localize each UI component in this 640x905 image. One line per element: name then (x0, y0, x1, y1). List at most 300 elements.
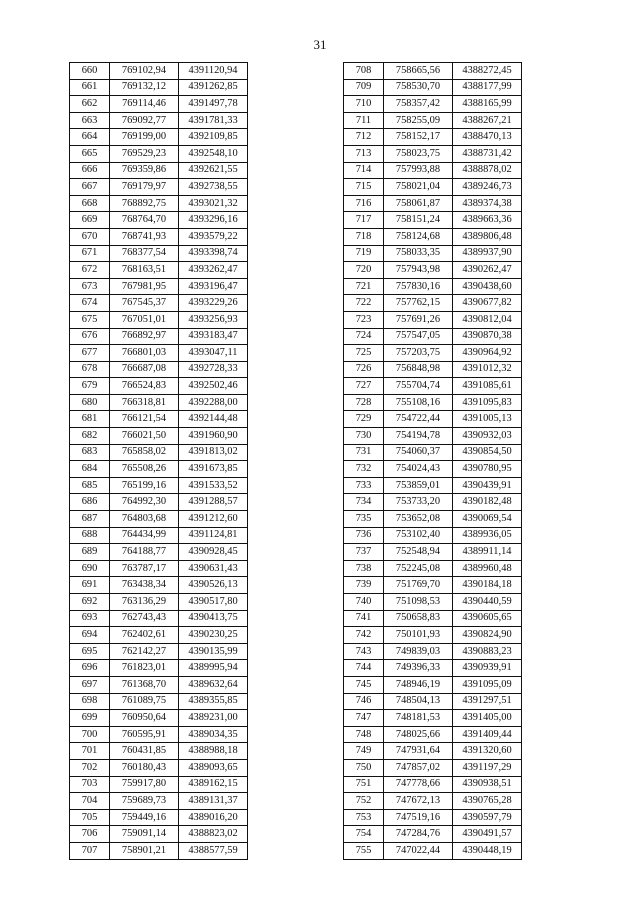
point-number-cell: 708 (344, 63, 384, 80)
table-row (70, 710, 248, 727)
x-coordinate-cell: 752548,94 (384, 544, 453, 561)
x-coordinate-cell: 751098,53 (384, 594, 453, 611)
point-number-cell: 710 (344, 96, 384, 113)
point-number-cell: 681 (70, 411, 110, 428)
y-coordinate-cell: 4390812,04 (453, 311, 522, 328)
point-number-cell: 689 (70, 544, 110, 561)
point-number-cell: 736 (344, 527, 384, 544)
x-coordinate-cell: 764992,30 (110, 494, 179, 511)
x-coordinate-cell: 755704,74 (384, 378, 453, 395)
y-coordinate-cell: 4390413,75 (179, 610, 248, 627)
y-coordinate-cell: 4390597,79 (453, 809, 522, 826)
point-number-cell: 676 (70, 328, 110, 345)
y-coordinate-cell: 4390230,25 (179, 627, 248, 644)
y-coordinate-cell: 4391012,32 (453, 361, 522, 378)
point-number-cell: 740 (344, 594, 384, 611)
table-row (70, 195, 248, 212)
y-coordinate-cell: 4390605,65 (453, 610, 522, 627)
y-coordinate-cell: 4393196,47 (179, 278, 248, 295)
y-coordinate-cell: 4393021,32 (179, 195, 248, 212)
x-coordinate-cell: 768764,70 (110, 212, 179, 229)
x-coordinate-cell: 766318,81 (110, 394, 179, 411)
table-row (70, 610, 248, 627)
table-row (344, 776, 522, 793)
point-number-cell: 674 (70, 295, 110, 312)
x-coordinate-cell: 753652,08 (384, 511, 453, 528)
point-number-cell: 692 (70, 594, 110, 611)
point-number-cell: 672 (70, 262, 110, 279)
point-number-cell: 697 (70, 676, 110, 693)
table-row (344, 461, 522, 478)
y-coordinate-cell: 4392288,00 (179, 394, 248, 411)
y-coordinate-cell: 4388988,18 (179, 743, 248, 760)
x-coordinate-cell: 767051,01 (110, 311, 179, 328)
point-number-cell: 663 (70, 112, 110, 129)
point-number-cell: 668 (70, 195, 110, 212)
x-coordinate-cell: 769529,23 (110, 145, 179, 162)
point-number-cell: 749 (344, 743, 384, 760)
point-number-cell: 686 (70, 494, 110, 511)
x-coordinate-cell: 763136,29 (110, 594, 179, 611)
point-number-cell: 730 (344, 428, 384, 445)
table-row (70, 477, 248, 494)
point-number-cell: 693 (70, 610, 110, 627)
table-row (344, 560, 522, 577)
point-number-cell: 744 (344, 660, 384, 677)
x-coordinate-cell: 766021,50 (110, 428, 179, 445)
y-coordinate-cell: 4390439,91 (453, 477, 522, 494)
x-coordinate-cell: 758023,75 (384, 145, 453, 162)
table-row (70, 428, 248, 445)
table-row (70, 826, 248, 843)
y-coordinate-cell: 4389231,00 (179, 710, 248, 727)
y-coordinate-cell: 4388267,21 (453, 112, 522, 129)
table-row (70, 112, 248, 129)
table-row (344, 710, 522, 727)
y-coordinate-cell: 4393262,47 (179, 262, 248, 279)
table-row (344, 112, 522, 129)
point-number-cell: 698 (70, 693, 110, 710)
x-coordinate-cell: 763438,34 (110, 577, 179, 594)
y-coordinate-cell: 4390854,50 (453, 444, 522, 461)
table-row (344, 96, 522, 113)
point-number-cell: 662 (70, 96, 110, 113)
table-row (344, 195, 522, 212)
x-coordinate-cell: 754722,44 (384, 411, 453, 428)
x-coordinate-cell: 765508,26 (110, 461, 179, 478)
point-number-cell: 699 (70, 710, 110, 727)
table-row (70, 345, 248, 362)
point-number-cell: 685 (70, 477, 110, 494)
y-coordinate-cell: 4390182,48 (453, 494, 522, 511)
table-row (344, 660, 522, 677)
point-number-cell: 709 (344, 79, 384, 96)
y-coordinate-cell: 4391533,52 (179, 477, 248, 494)
table-row (344, 411, 522, 428)
table-row (70, 245, 248, 262)
y-coordinate-cell: 4393229,26 (179, 295, 248, 312)
x-coordinate-cell: 760180,43 (110, 759, 179, 776)
y-coordinate-cell: 4390939,91 (453, 660, 522, 677)
y-coordinate-cell: 4391405,00 (453, 710, 522, 727)
table-row (70, 444, 248, 461)
table-row (70, 212, 248, 229)
table-row (70, 544, 248, 561)
x-coordinate-cell: 769179,97 (110, 179, 179, 196)
x-coordinate-cell: 748025,66 (384, 726, 453, 743)
table-row (70, 394, 248, 411)
coordinates-table-left (69, 62, 248, 860)
x-coordinate-cell: 749839,03 (384, 643, 453, 660)
point-number-cell: 731 (344, 444, 384, 461)
point-number-cell: 739 (344, 577, 384, 594)
y-coordinate-cell: 4390677,82 (453, 295, 522, 312)
table-row (344, 826, 522, 843)
x-coordinate-cell: 759449,16 (110, 809, 179, 826)
table-row (70, 145, 248, 162)
y-coordinate-cell: 4390964,92 (453, 345, 522, 362)
table-row (344, 162, 522, 179)
table-row (344, 212, 522, 229)
table-row (70, 79, 248, 96)
x-coordinate-cell: 762743,43 (110, 610, 179, 627)
x-coordinate-cell: 761089,75 (110, 693, 179, 710)
point-number-cell: 720 (344, 262, 384, 279)
point-number-cell: 754 (344, 826, 384, 843)
table-row (344, 477, 522, 494)
x-coordinate-cell: 760950,64 (110, 710, 179, 727)
y-coordinate-cell: 4391960,90 (179, 428, 248, 445)
table-row (70, 378, 248, 395)
y-coordinate-cell: 4390938,51 (453, 776, 522, 793)
point-number-cell: 751 (344, 776, 384, 793)
x-coordinate-cell: 747778,66 (384, 776, 453, 793)
table-row (344, 129, 522, 146)
point-number-cell: 705 (70, 809, 110, 826)
x-coordinate-cell: 753733,20 (384, 494, 453, 511)
x-coordinate-cell: 758151,24 (384, 212, 453, 229)
y-coordinate-cell: 4392621,55 (179, 162, 248, 179)
table-row (344, 361, 522, 378)
x-coordinate-cell: 757203,75 (384, 345, 453, 362)
x-coordinate-cell: 768892,75 (110, 195, 179, 212)
y-coordinate-cell: 4390262,47 (453, 262, 522, 279)
point-number-cell: 666 (70, 162, 110, 179)
y-coordinate-cell: 4391288,57 (179, 494, 248, 511)
table-row (70, 328, 248, 345)
table-row (70, 278, 248, 295)
table-row (344, 494, 522, 511)
x-coordinate-cell: 750658,83 (384, 610, 453, 627)
table-row (70, 228, 248, 245)
y-coordinate-cell: 4391262,85 (179, 79, 248, 96)
x-coordinate-cell: 758021,04 (384, 179, 453, 196)
y-coordinate-cell: 4392109,85 (179, 129, 248, 146)
point-number-cell: 706 (70, 826, 110, 843)
x-coordinate-cell: 769132,12 (110, 79, 179, 96)
x-coordinate-cell: 766687,08 (110, 361, 179, 378)
table-row (344, 610, 522, 627)
y-coordinate-cell: 4393256,93 (179, 311, 248, 328)
x-coordinate-cell: 753102,40 (384, 527, 453, 544)
x-coordinate-cell: 769199,00 (110, 129, 179, 146)
point-number-cell: 675 (70, 311, 110, 328)
table-row (344, 278, 522, 295)
x-coordinate-cell: 747519,16 (384, 809, 453, 826)
y-coordinate-cell: 4389995,94 (179, 660, 248, 677)
point-number-cell: 714 (344, 162, 384, 179)
table-row (344, 643, 522, 660)
y-coordinate-cell: 4389936,05 (453, 527, 522, 544)
x-coordinate-cell: 757547,05 (384, 328, 453, 345)
x-coordinate-cell: 764434,99 (110, 527, 179, 544)
x-coordinate-cell: 765199,16 (110, 477, 179, 494)
y-coordinate-cell: 4388272,45 (453, 63, 522, 80)
table-row (70, 793, 248, 810)
table-row (70, 842, 248, 859)
point-number-cell: 721 (344, 278, 384, 295)
table-row (70, 560, 248, 577)
y-coordinate-cell: 4391095,83 (453, 394, 522, 411)
y-coordinate-cell: 4391212,60 (179, 511, 248, 528)
table-row (70, 776, 248, 793)
point-number-cell: 695 (70, 643, 110, 660)
table-row (70, 527, 248, 544)
point-number-cell: 735 (344, 511, 384, 528)
y-coordinate-cell: 4390526,13 (179, 577, 248, 594)
y-coordinate-cell: 4390631,43 (179, 560, 248, 577)
y-coordinate-cell: 4390928,45 (179, 544, 248, 561)
x-coordinate-cell: 762142,27 (110, 643, 179, 660)
y-coordinate-cell: 4391813,02 (179, 444, 248, 461)
y-coordinate-cell: 4391120,94 (179, 63, 248, 80)
point-number-cell: 703 (70, 776, 110, 793)
x-coordinate-cell: 749396,33 (384, 660, 453, 677)
table-row (344, 228, 522, 245)
y-coordinate-cell: 4389131,37 (179, 793, 248, 810)
table-row (70, 693, 248, 710)
y-coordinate-cell: 4393183,47 (179, 328, 248, 345)
x-coordinate-cell: 748181,53 (384, 710, 453, 727)
x-coordinate-cell: 758255,09 (384, 112, 453, 129)
point-number-cell: 734 (344, 494, 384, 511)
table-row (70, 311, 248, 328)
y-coordinate-cell: 4389806,48 (453, 228, 522, 245)
point-number-cell: 700 (70, 726, 110, 743)
y-coordinate-cell: 4391673,85 (179, 461, 248, 478)
y-coordinate-cell: 4390491,57 (453, 826, 522, 843)
point-number-cell: 727 (344, 378, 384, 395)
x-coordinate-cell: 757943,98 (384, 262, 453, 279)
table-row (344, 842, 522, 859)
table-row (344, 743, 522, 760)
y-coordinate-cell: 4390135,99 (179, 643, 248, 660)
point-number-cell: 682 (70, 428, 110, 445)
y-coordinate-cell: 4393579,22 (179, 228, 248, 245)
point-number-cell: 670 (70, 228, 110, 245)
point-number-cell: 750 (344, 759, 384, 776)
y-coordinate-cell: 4390184,18 (453, 577, 522, 594)
point-number-cell: 696 (70, 660, 110, 677)
point-number-cell: 669 (70, 212, 110, 229)
x-coordinate-cell: 755108,16 (384, 394, 453, 411)
point-number-cell: 702 (70, 759, 110, 776)
table-row (70, 96, 248, 113)
point-number-cell: 726 (344, 361, 384, 378)
y-coordinate-cell: 4391124,81 (179, 527, 248, 544)
point-number-cell: 680 (70, 394, 110, 411)
x-coordinate-cell: 758357,42 (384, 96, 453, 113)
table-row (70, 361, 248, 378)
table-row (344, 627, 522, 644)
y-coordinate-cell: 4390932,03 (453, 428, 522, 445)
point-number-cell: 677 (70, 345, 110, 362)
y-coordinate-cell: 4391095,09 (453, 676, 522, 693)
y-coordinate-cell: 4391320,60 (453, 743, 522, 760)
y-coordinate-cell: 4389632,64 (179, 676, 248, 693)
x-coordinate-cell: 757993,88 (384, 162, 453, 179)
point-number-cell: 664 (70, 129, 110, 146)
x-coordinate-cell: 769114,46 (110, 96, 179, 113)
y-coordinate-cell: 4389960,48 (453, 560, 522, 577)
x-coordinate-cell: 766121,54 (110, 411, 179, 428)
point-number-cell: 742 (344, 627, 384, 644)
x-coordinate-cell: 757762,15 (384, 295, 453, 312)
x-coordinate-cell: 758665,56 (384, 63, 453, 80)
point-number-cell: 684 (70, 461, 110, 478)
y-coordinate-cell: 4388823,02 (179, 826, 248, 843)
table-row (344, 726, 522, 743)
point-number-cell: 725 (344, 345, 384, 362)
table-row (344, 428, 522, 445)
x-coordinate-cell: 769092,77 (110, 112, 179, 129)
table-row (344, 394, 522, 411)
table-row (70, 461, 248, 478)
y-coordinate-cell: 4388577,59 (179, 842, 248, 859)
point-number-cell: 722 (344, 295, 384, 312)
x-coordinate-cell: 747857,02 (384, 759, 453, 776)
point-number-cell: 755 (344, 842, 384, 859)
y-coordinate-cell: 4390448,19 (453, 842, 522, 859)
y-coordinate-cell: 4392548,10 (179, 145, 248, 162)
point-number-cell: 738 (344, 560, 384, 577)
table-row (344, 693, 522, 710)
x-coordinate-cell: 754194,78 (384, 428, 453, 445)
y-coordinate-cell: 4388470,13 (453, 129, 522, 146)
x-coordinate-cell: 767981,95 (110, 278, 179, 295)
table-row (70, 511, 248, 528)
x-coordinate-cell: 751769,70 (384, 577, 453, 594)
x-coordinate-cell: 769359,86 (110, 162, 179, 179)
point-number-cell: 745 (344, 676, 384, 693)
x-coordinate-cell: 759917,80 (110, 776, 179, 793)
x-coordinate-cell: 758033,35 (384, 245, 453, 262)
y-coordinate-cell: 4389093,65 (179, 759, 248, 776)
y-coordinate-cell: 4392144,48 (179, 411, 248, 428)
table-row (344, 145, 522, 162)
point-number-cell: 683 (70, 444, 110, 461)
point-number-cell: 741 (344, 610, 384, 627)
table-row (70, 809, 248, 826)
x-coordinate-cell: 757691,26 (384, 311, 453, 328)
point-number-cell: 743 (344, 643, 384, 660)
table-row (70, 295, 248, 312)
x-coordinate-cell: 768163,51 (110, 262, 179, 279)
x-coordinate-cell: 760595,91 (110, 726, 179, 743)
point-number-cell: 723 (344, 311, 384, 328)
x-coordinate-cell: 763787,17 (110, 560, 179, 577)
y-coordinate-cell: 4392728,33 (179, 361, 248, 378)
table-row (344, 79, 522, 96)
y-coordinate-cell: 4391781,33 (179, 112, 248, 129)
point-number-cell: 729 (344, 411, 384, 428)
x-coordinate-cell: 758061,87 (384, 195, 453, 212)
table-row (70, 262, 248, 279)
point-number-cell: 713 (344, 145, 384, 162)
point-number-cell: 732 (344, 461, 384, 478)
y-coordinate-cell: 4393047,11 (179, 345, 248, 362)
y-coordinate-cell: 4388165,99 (453, 96, 522, 113)
x-coordinate-cell: 766524,83 (110, 378, 179, 395)
point-number-cell: 701 (70, 743, 110, 760)
x-coordinate-cell: 748946,19 (384, 676, 453, 693)
point-number-cell: 728 (344, 394, 384, 411)
table-row (344, 793, 522, 810)
y-coordinate-cell: 4391005,13 (453, 411, 522, 428)
point-number-cell: 748 (344, 726, 384, 743)
y-coordinate-cell: 4390517,80 (179, 594, 248, 611)
table-row (70, 129, 248, 146)
coordinates-table-right (343, 62, 522, 860)
table-row (344, 245, 522, 262)
point-number-cell: 694 (70, 627, 110, 644)
y-coordinate-cell: 4389034,35 (179, 726, 248, 743)
x-coordinate-cell: 769102,94 (110, 63, 179, 80)
x-coordinate-cell: 750101,93 (384, 627, 453, 644)
table-row (70, 411, 248, 428)
point-number-cell: 712 (344, 129, 384, 146)
y-coordinate-cell: 4391197,29 (453, 759, 522, 776)
point-number-cell: 711 (344, 112, 384, 129)
x-coordinate-cell: 758530,70 (384, 79, 453, 96)
table-row (344, 511, 522, 528)
y-coordinate-cell: 4391409,44 (453, 726, 522, 743)
point-number-cell: 690 (70, 560, 110, 577)
x-coordinate-cell: 761368,70 (110, 676, 179, 693)
table-row (344, 676, 522, 693)
table-row (344, 527, 522, 544)
table-row (344, 544, 522, 561)
table-row (344, 345, 522, 362)
table-row (344, 295, 522, 312)
x-coordinate-cell: 766801,03 (110, 345, 179, 362)
x-coordinate-cell: 747284,76 (384, 826, 453, 843)
table-row (70, 660, 248, 677)
x-coordinate-cell: 747672,13 (384, 793, 453, 810)
x-coordinate-cell: 768741,93 (110, 228, 179, 245)
y-coordinate-cell: 4390440,59 (453, 594, 522, 611)
table-row (70, 743, 248, 760)
y-coordinate-cell: 4389911,14 (453, 544, 522, 561)
left-table-body (70, 63, 248, 860)
x-coordinate-cell: 757830,16 (384, 278, 453, 295)
table-row (344, 328, 522, 345)
x-coordinate-cell: 753859,01 (384, 477, 453, 494)
y-coordinate-cell: 4389374,38 (453, 195, 522, 212)
x-coordinate-cell: 759689,73 (110, 793, 179, 810)
table-row (70, 577, 248, 594)
x-coordinate-cell: 765858,02 (110, 444, 179, 461)
